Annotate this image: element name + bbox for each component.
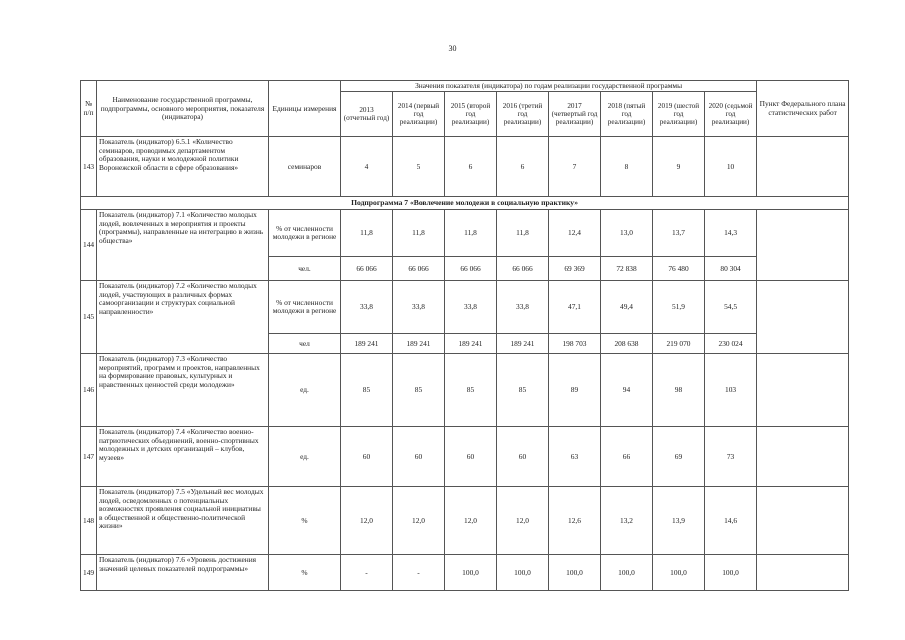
value-cell: 9: [653, 137, 705, 197]
value-cell: 60: [393, 427, 445, 487]
value-cell: 76 480: [653, 257, 705, 281]
item-cell: [757, 137, 849, 197]
indicators-table: [80, 80, 849, 591]
value-cell: -: [393, 555, 445, 591]
row-name: Показатель (индикатор) 6.5.1 «Количество семинаров, проводимых департаментом образования, науки и молодежной политики Воронежской области в сфере образования»: [97, 137, 269, 197]
value-cell: 14,6: [705, 487, 757, 555]
row-num: 143: [81, 137, 97, 197]
value-cell: 72 838: [601, 257, 653, 281]
item-cell: [757, 210, 849, 281]
value-cell: 5: [393, 137, 445, 197]
value-cell: 189 241: [497, 334, 549, 354]
row-num: 147: [81, 427, 97, 487]
row-unit: чел: [269, 334, 341, 354]
subprogram-title: Подпрограмма 7 «Вовлечение молодежи в социальную практику»: [81, 197, 849, 210]
row-num: 148: [81, 487, 97, 555]
value-cell: 49,4: [601, 281, 653, 334]
table-row: [81, 555, 849, 591]
value-cell: 14,3: [705, 210, 757, 257]
value-cell: 11,8: [445, 210, 497, 257]
value-cell: 198 703: [549, 334, 601, 354]
row-unit: %: [269, 555, 341, 591]
value-cell: 13,7: [653, 210, 705, 257]
row-unit: % от численности молодежи в регионе: [269, 281, 341, 334]
value-cell: 100,0: [601, 555, 653, 591]
value-cell: 13,0: [601, 210, 653, 257]
row-unit: семинаров: [269, 137, 341, 197]
value-cell: 85: [393, 354, 445, 427]
value-cell: 33,8: [497, 281, 549, 334]
value-cell: 89: [549, 354, 601, 427]
value-cell: 69 369: [549, 257, 601, 281]
value-cell: -: [341, 555, 393, 591]
value-cell: 11,8: [497, 210, 549, 257]
value-cell: 12,0: [341, 487, 393, 555]
row-name: Показатель (индикатор) 7.4 «Количество военно-патриотических объединений, военно-спортивных молодежных и детских организаций – клубов, музеев»: [97, 427, 269, 487]
row-unit: ед.: [269, 354, 341, 427]
value-cell: 12,6: [549, 487, 601, 555]
year-2017: 2017 (четвертый год реализации): [549, 92, 601, 137]
value-cell: 4: [341, 137, 393, 197]
year-2015: 2015 (второй год реализации): [445, 92, 497, 137]
value-cell: 33,8: [393, 281, 445, 334]
value-cell: 13,9: [653, 487, 705, 555]
value-cell: 60: [497, 427, 549, 487]
value-cell: 6: [445, 137, 497, 197]
row-unit: чел.: [269, 257, 341, 281]
value-cell: 8: [601, 137, 653, 197]
table-row: [81, 354, 849, 427]
value-cell: 12,4: [549, 210, 601, 257]
item-cell: [757, 427, 849, 487]
value-cell: 100,0: [705, 555, 757, 591]
value-cell: 66: [601, 427, 653, 487]
year-2016: 2016 (третий год реализации): [497, 92, 549, 137]
year-2020: 2020 (седьмой год реализации): [705, 92, 757, 137]
value-cell: 85: [341, 354, 393, 427]
value-cell: 11,8: [341, 210, 393, 257]
value-cell: 73: [705, 427, 757, 487]
header-num: № п/п: [81, 81, 97, 137]
table-row: [81, 427, 849, 487]
value-cell: 100,0: [445, 555, 497, 591]
table-row: [81, 487, 849, 555]
page-number: 30: [448, 44, 457, 53]
row-name: Показатель (индикатор) 7.1 «Количество молодых людей, вовлеченных в мероприятия и проекты (программы), направленные на интеграцию в жизнь общества»: [97, 210, 269, 281]
value-cell: 189 241: [341, 334, 393, 354]
header-name: Наименование государственной программы, подпрограммы, основного мероприятия, показателя (индикатора): [97, 81, 269, 137]
year-2013: 2013 (отчетный год): [341, 92, 393, 137]
row-unit: % от численности молодежи в регионе: [269, 210, 341, 257]
value-cell: 12,0: [393, 487, 445, 555]
item-cell: [757, 487, 849, 555]
value-cell: 11,8: [393, 210, 445, 257]
row-name: Показатель (индикатор) 7.6 «Уровень достижения значений целевых показателей подпрограммы»: [97, 555, 269, 591]
value-cell: 100,0: [497, 555, 549, 591]
value-cell: 12,0: [497, 487, 549, 555]
value-cell: 230 024: [705, 334, 757, 354]
value-cell: 219 070: [653, 334, 705, 354]
row-num: 144: [81, 210, 97, 281]
header-units: Единицы измерения: [269, 81, 341, 137]
value-cell: 66 066: [497, 257, 549, 281]
value-cell: 98: [653, 354, 705, 427]
value-cell: 33,8: [341, 281, 393, 334]
value-cell: 100,0: [549, 555, 601, 591]
item-cell: [757, 281, 849, 354]
value-cell: 33,8: [445, 281, 497, 334]
row-num: 145: [81, 281, 97, 354]
value-cell: 100,0: [653, 555, 705, 591]
year-2014: 2014 (первый год реализации): [393, 92, 445, 137]
year-2018: 2018 (пятый год реализации): [601, 92, 653, 137]
value-cell: 60: [341, 427, 393, 487]
value-cell: 208 638: [601, 334, 653, 354]
value-cell: 60: [445, 427, 497, 487]
item-cell: [757, 354, 849, 427]
value-cell: 94: [601, 354, 653, 427]
table-row: [81, 281, 849, 334]
value-cell: 66 066: [445, 257, 497, 281]
row-num: 146: [81, 354, 97, 427]
value-cell: 66 066: [393, 257, 445, 281]
row-num: 149: [81, 555, 97, 591]
value-cell: 7: [549, 137, 601, 197]
value-cell: 13,2: [601, 487, 653, 555]
row-name: Показатель (индикатор) 7.3 «Количество мероприятий, программ и проектов, направленных на формирование правовых, культурных и нравственных ценностей среди молодежи»: [97, 354, 269, 427]
table-row: [81, 137, 849, 197]
value-cell: 54,5: [705, 281, 757, 334]
item-cell: [757, 555, 849, 591]
value-cell: 47,1: [549, 281, 601, 334]
value-cell: 189 241: [393, 334, 445, 354]
value-cell: 69: [653, 427, 705, 487]
value-cell: 66 066: [341, 257, 393, 281]
value-cell: 63: [549, 427, 601, 487]
row-name: Показатель (индикатор) 7.2 «Количество молодых людей, участвующих в различных формах самоорганизации и структурах социальной направленности»: [97, 281, 269, 354]
year-2019: 2019 (шестой год реализации): [653, 92, 705, 137]
row-unit: ед.: [269, 427, 341, 487]
value-cell: 85: [497, 354, 549, 427]
value-cell: 189 241: [445, 334, 497, 354]
row-unit: %: [269, 487, 341, 555]
header-values-title: Значения показателя (индикатора) по годам реализации государственной программы: [341, 81, 757, 92]
table-row: [81, 210, 849, 257]
value-cell: 10: [705, 137, 757, 197]
value-cell: 12,0: [445, 487, 497, 555]
value-cell: 103: [705, 354, 757, 427]
value-cell: 51,9: [653, 281, 705, 334]
header-item: Пункт Федерального плана статистических работ: [757, 81, 849, 137]
row-name: Показатель (индикатор) 7.5 «Удельный вес молодых людей, осведомленных о потенциальных возможностях проявления социальной инициативы в общественной и общественно-политической жизни»: [97, 487, 269, 555]
value-cell: 6: [497, 137, 549, 197]
value-cell: 85: [445, 354, 497, 427]
value-cell: 80 304: [705, 257, 757, 281]
